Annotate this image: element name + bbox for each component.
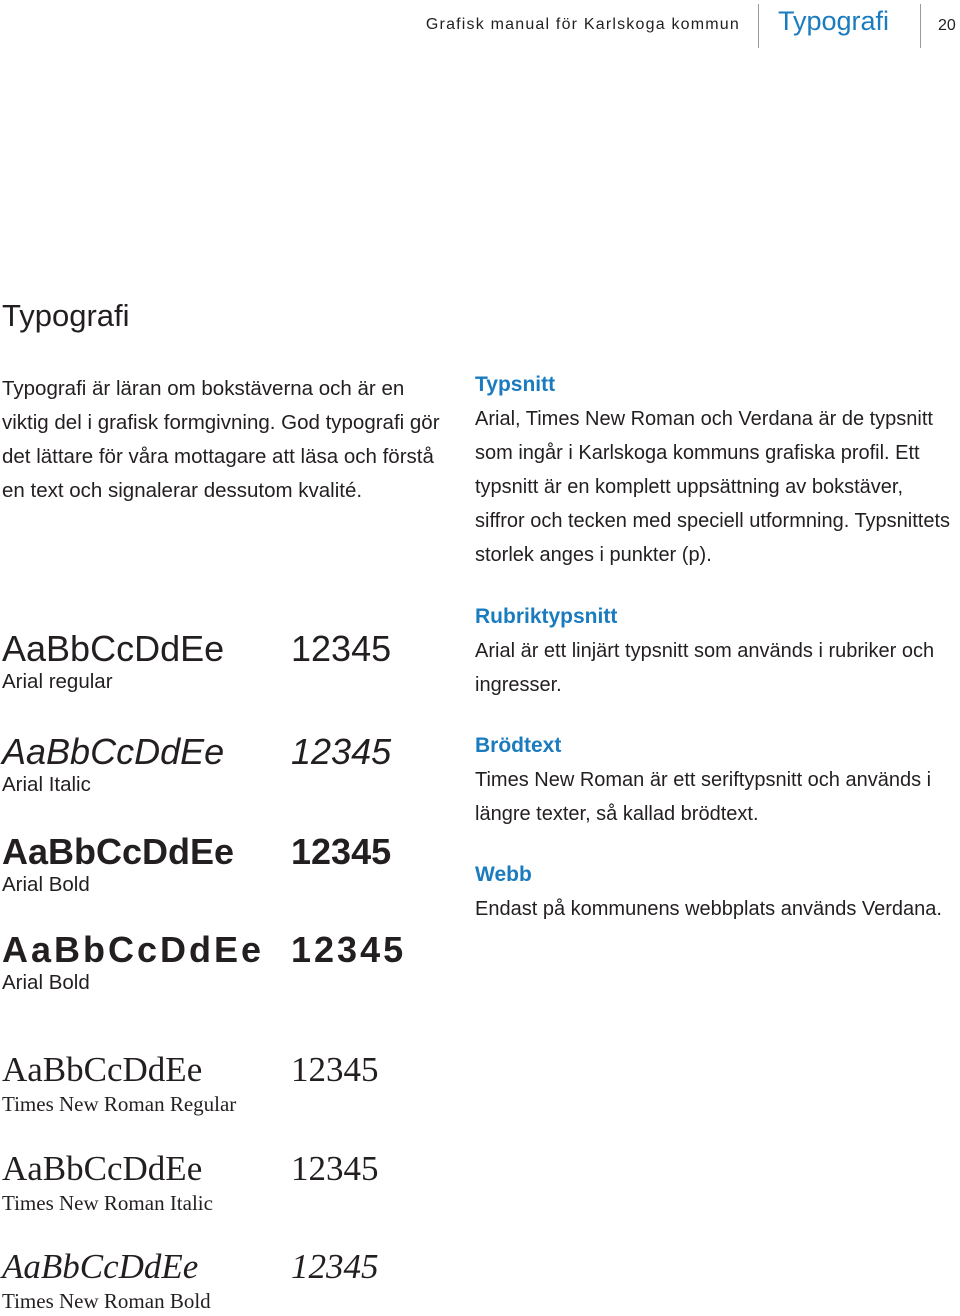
- font-sample-times-bold: [2, 1247, 379, 1314]
- page-title: Typografi: [2, 298, 130, 333]
- font-sample-times-regular: [2, 1050, 379, 1117]
- sample-caption: Times New Roman Regular: [2, 1092, 237, 1116]
- sample-numbers: 12345: [291, 1247, 379, 1286]
- section-webb: [475, 858, 955, 926]
- section-body: Arial är ett linjärt typsnitt som används i rubriker och ingresser.: [475, 640, 935, 696]
- sample-caption: Arial Italic: [2, 773, 91, 796]
- sample-caption: Arial Bold: [2, 873, 90, 896]
- document-title: Grafisk manual för Karlskoga kommun: [425, 16, 740, 33]
- sample-numbers: 12345: [291, 929, 407, 970]
- header-divider: [920, 4, 921, 48]
- font-sample-arial-bold-wide: [2, 929, 407, 995]
- typeface-info-column: [475, 368, 955, 926]
- font-sample-arial-regular: [2, 628, 392, 694]
- page-number: 20: [938, 17, 956, 34]
- sample-caption: Times New Roman Italic: [2, 1191, 213, 1215]
- section-heading: Typsnitt: [475, 373, 556, 396]
- header-divider: [758, 4, 759, 48]
- section-typsnitt: [475, 368, 955, 572]
- section-heading: Webb: [475, 863, 532, 886]
- sample-numbers: 12345: [291, 628, 392, 669]
- font-sample-arial-bold: [2, 831, 392, 897]
- font-sample-arial-italic: [2, 731, 392, 797]
- section-title: Typografi: [778, 6, 890, 36]
- sample-caption: Times New Roman Bold: [2, 1289, 211, 1313]
- section-rubriktypsnitt: [475, 600, 955, 702]
- sample-letters: AaBbCcDdEe: [2, 831, 235, 872]
- sample-letters: AaBbCcDdEe: [2, 1149, 203, 1188]
- section-heading: Brödtext: [475, 734, 562, 757]
- section-body: Endast på kommunens webbplats används Verdana.: [475, 898, 942, 920]
- section-heading: Rubriktypsnitt: [475, 605, 618, 628]
- sample-letters: AaBbCcDdEe: [2, 929, 265, 970]
- sample-caption: Arial regular: [2, 670, 113, 693]
- section-body: Times New Roman är ett seriftypsnitt och används i längre texter, så kallad brödtext.: [475, 769, 932, 825]
- sample-letters: AaBbCcDdEe: [2, 1050, 203, 1089]
- intro-paragraph: Typografi är läran om bokstäverna och är en viktig del i grafisk formgivning. God typografi gör det lättare för våra mottagare att läsa och förstå en text och signalerar dessutom kvalité.: [2, 377, 440, 502]
- sample-numbers: 12345: [291, 831, 392, 872]
- sample-numbers: 12345: [291, 731, 392, 772]
- sample-letters: AaBbCcDdEe: [2, 1247, 199, 1286]
- section-body: Arial, Times New Roman och Verdana är de typsnitt som ingår i Karlskoga kommuns grafiska profil. Ett typsnitt är en komplett uppsättning av bokstäver, siffror och tecken med speciell utformning. Typsnittets storlek anges i punkter (p).: [475, 408, 951, 566]
- sample-numbers: 12345: [291, 1149, 379, 1188]
- font-sample-times-italic: [2, 1149, 379, 1216]
- sample-numbers: 12345: [291, 1050, 379, 1089]
- section-brodtext: [475, 729, 955, 831]
- sample-letters: AaBbCcDdEe: [2, 628, 225, 669]
- sample-caption: Arial Bold: [2, 971, 90, 994]
- sample-letters: AaBbCcDdEe: [2, 731, 225, 772]
